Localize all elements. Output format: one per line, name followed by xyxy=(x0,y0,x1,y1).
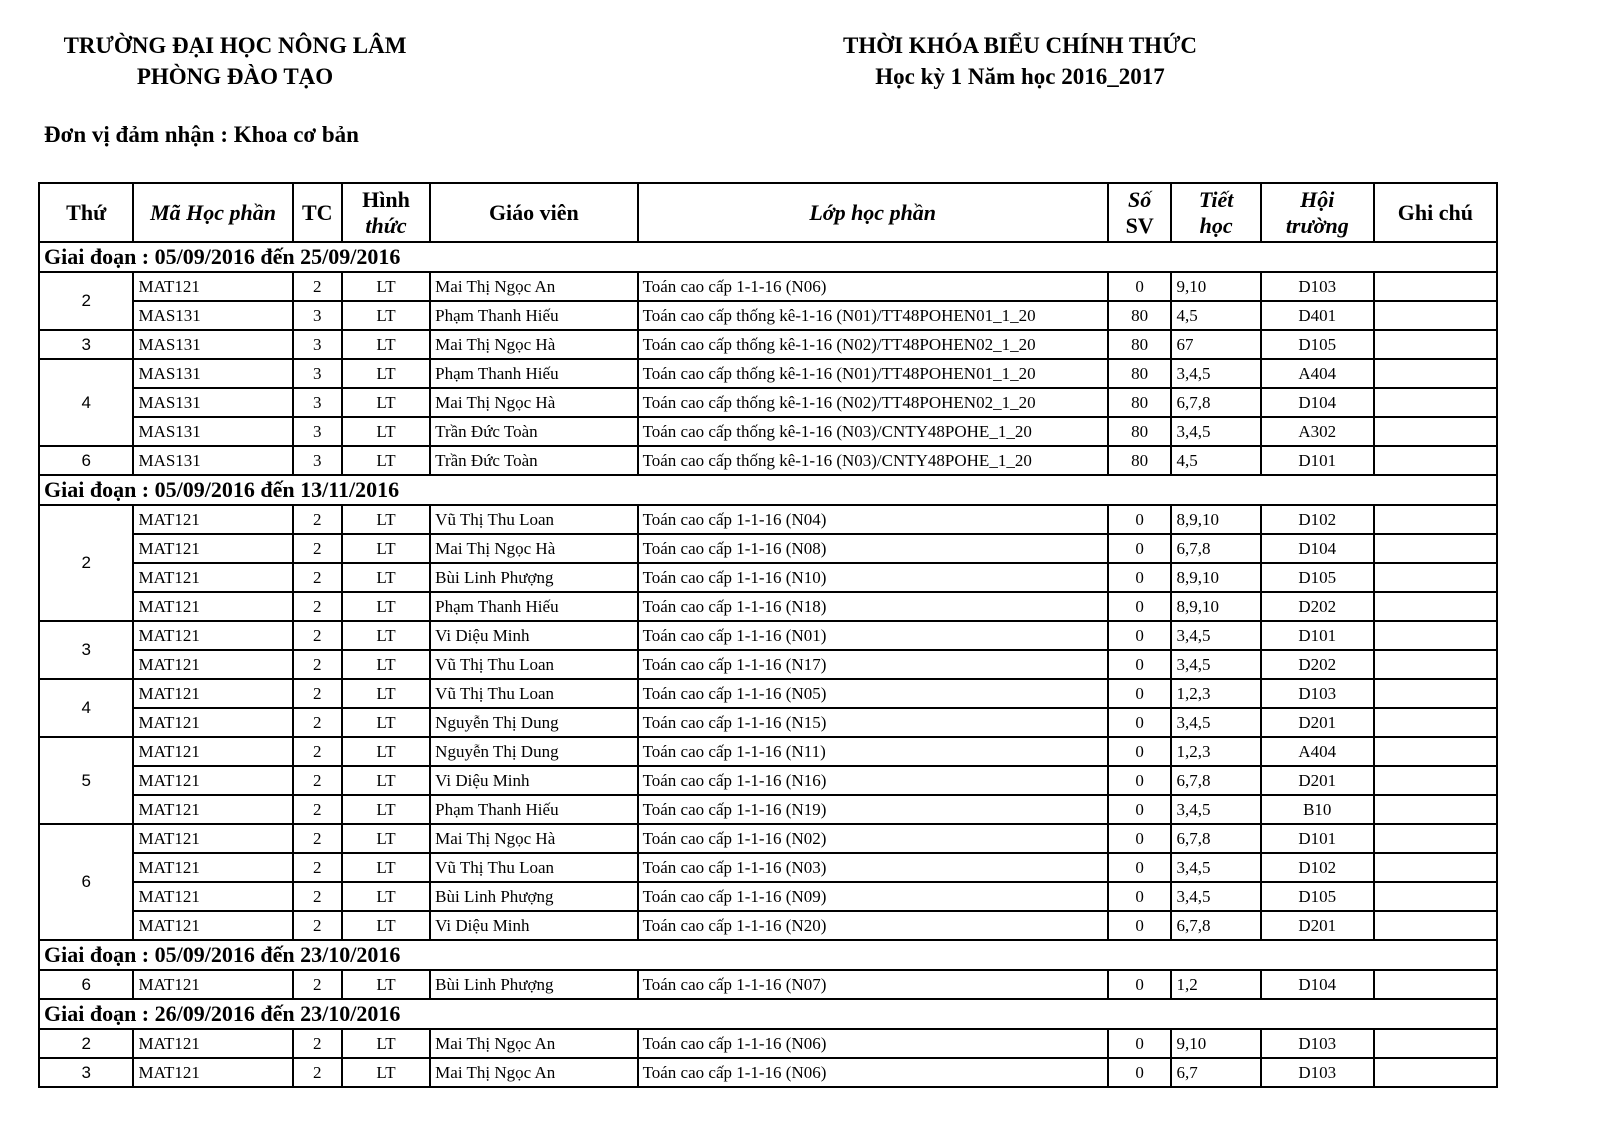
cell-tc: 2 xyxy=(293,1029,342,1058)
cell-lop-hoc-phan: Toán cao cấp 1-1-16 (N04) xyxy=(638,505,1108,534)
cell-ghi-chu xyxy=(1374,1029,1497,1058)
table-row xyxy=(39,650,1497,679)
cell-tc: 2 xyxy=(293,592,342,621)
cell-ghi-chu xyxy=(1374,853,1497,882)
cell-ma-hoc-phan: MAT121 xyxy=(133,650,292,679)
cell-giao-vien: Mai Thị Ngọc An xyxy=(430,1029,637,1058)
cell-tc: 2 xyxy=(293,708,342,737)
cell-hinh-thuc: LT xyxy=(342,301,430,330)
table-row xyxy=(39,301,1497,330)
cell-tiet-hoc: 3,4,5 xyxy=(1171,708,1260,737)
school-name: TRƯỜNG ĐẠI HỌC NÔNG LÂM xyxy=(63,33,407,58)
cell-giao-vien: Phạm Thanh Hiếu xyxy=(430,795,637,824)
col-lop-hoc-phan: Lớp học phần xyxy=(638,183,1108,242)
cell-so-sv: 0 xyxy=(1108,766,1172,795)
cell-so-sv: 80 xyxy=(1108,301,1172,330)
cell-giao-vien: Vũ Thị Thu Loan xyxy=(430,853,637,882)
cell-ma-hoc-phan: MAT121 xyxy=(133,505,292,534)
cell-hinh-thuc: LT xyxy=(342,824,430,853)
cell-tiet-hoc: 6,7,8 xyxy=(1171,766,1260,795)
cell-ghi-chu xyxy=(1374,911,1497,940)
cell-so-sv: 80 xyxy=(1108,388,1172,417)
cell-ghi-chu xyxy=(1374,679,1497,708)
cell-hoi-truong: D202 xyxy=(1261,650,1374,679)
cell-giao-vien: Mai Thị Ngọc An xyxy=(430,1058,637,1087)
cell-tiet-hoc: 3,4,5 xyxy=(1171,882,1260,911)
cell-tiet-hoc: 6,7 xyxy=(1171,1058,1260,1087)
cell-lop-hoc-phan: Toán cao cấp 1-1-16 (N06) xyxy=(638,1058,1108,1087)
cell-so-sv: 0 xyxy=(1108,795,1172,824)
phase-row xyxy=(39,242,1497,272)
cell-hoi-truong: D104 xyxy=(1261,534,1374,563)
cell-lop-hoc-phan: Toán cao cấp 1-1-16 (N11) xyxy=(638,737,1108,766)
phase-row xyxy=(39,475,1497,505)
cell-lop-hoc-phan: Toán cao cấp 1-1-16 (N15) xyxy=(638,708,1108,737)
phase-label: Giai đoạn : 26/09/2016 đến 23/10/2016 xyxy=(39,999,1497,1029)
header-right xyxy=(790,30,1250,92)
cell-hoi-truong: D103 xyxy=(1261,679,1374,708)
col-so-sv xyxy=(1108,183,1172,242)
timetable-body xyxy=(39,242,1497,1087)
cell-hinh-thuc: LT xyxy=(342,272,430,301)
cell-hinh-thuc: LT xyxy=(342,970,430,999)
cell-giao-vien: Vi Diệu Minh xyxy=(430,766,637,795)
cell-tc: 2 xyxy=(293,1058,342,1087)
cell-tc: 2 xyxy=(293,911,342,940)
cell-hoi-truong: D102 xyxy=(1261,853,1374,882)
cell-hoi-truong: D103 xyxy=(1261,1029,1374,1058)
cell-ma-hoc-phan: MAT121 xyxy=(133,737,292,766)
cell-hoi-truong: D201 xyxy=(1261,766,1374,795)
cell-ghi-chu xyxy=(1374,708,1497,737)
cell-hoi-truong: D103 xyxy=(1261,272,1374,301)
cell-thu: 2 xyxy=(39,1029,133,1058)
cell-tc: 2 xyxy=(293,853,342,882)
cell-tiet-hoc: 3,4,5 xyxy=(1171,621,1260,650)
cell-tc: 2 xyxy=(293,505,342,534)
table-row xyxy=(39,446,1497,475)
table-row xyxy=(39,970,1497,999)
cell-ma-hoc-phan: MAS131 xyxy=(133,330,292,359)
cell-tc: 2 xyxy=(293,534,342,563)
cell-ma-hoc-phan: MAT121 xyxy=(133,534,292,563)
cell-ghi-chu xyxy=(1374,417,1497,446)
semester-label: Học kỳ 1 Năm học 2016_2017 xyxy=(875,64,1165,89)
cell-lop-hoc-phan: Toán cao cấp 1-1-16 (N09) xyxy=(638,882,1108,911)
col-hinh-thuc-line2: thức xyxy=(365,212,407,238)
cell-tc: 2 xyxy=(293,882,342,911)
cell-so-sv: 80 xyxy=(1108,359,1172,388)
cell-tc: 3 xyxy=(293,301,342,330)
document-title: THỜI KHÓA BIỂU CHÍNH THỨC xyxy=(842,33,1197,58)
cell-lop-hoc-phan: Toán cao cấp 1-1-16 (N05) xyxy=(638,679,1108,708)
cell-tiet-hoc: 3,4,5 xyxy=(1171,417,1260,446)
cell-hoi-truong: A302 xyxy=(1261,417,1374,446)
cell-tc: 2 xyxy=(293,795,342,824)
cell-lop-hoc-phan: Toán cao cấp 1-1-16 (N08) xyxy=(638,534,1108,563)
cell-giao-vien: Phạm Thanh Hiếu xyxy=(430,359,637,388)
cell-tiet-hoc: 6,7,8 xyxy=(1171,911,1260,940)
cell-lop-hoc-phan: Toán cao cấp 1-1-16 (N06) xyxy=(638,272,1108,301)
cell-giao-vien: Phạm Thanh Hiếu xyxy=(430,592,637,621)
cell-tiet-hoc: 6,7,8 xyxy=(1171,534,1260,563)
cell-ghi-chu xyxy=(1374,795,1497,824)
cell-tc: 2 xyxy=(293,621,342,650)
cell-so-sv: 0 xyxy=(1108,708,1172,737)
cell-tc: 3 xyxy=(293,446,342,475)
cell-giao-vien: Vi Diệu Minh xyxy=(430,621,637,650)
cell-ghi-chu xyxy=(1374,505,1497,534)
cell-tiet-hoc: 8,9,10 xyxy=(1171,505,1260,534)
cell-lop-hoc-phan: Toán cao cấp 1-1-16 (N17) xyxy=(638,650,1108,679)
cell-hinh-thuc: LT xyxy=(342,650,430,679)
cell-hinh-thuc: LT xyxy=(342,330,430,359)
phase-label: Giai đoạn : 05/09/2016 đến 13/11/2016 xyxy=(39,475,1497,505)
cell-ma-hoc-phan: MAT121 xyxy=(133,621,292,650)
col-thu: Thứ xyxy=(39,183,133,242)
cell-hinh-thuc: LT xyxy=(342,679,430,708)
table-row xyxy=(39,592,1497,621)
cell-hinh-thuc: LT xyxy=(342,417,430,446)
cell-so-sv: 0 xyxy=(1108,563,1172,592)
cell-ghi-chu xyxy=(1374,446,1497,475)
cell-so-sv: 0 xyxy=(1108,621,1172,650)
cell-tiet-hoc: 6,7,8 xyxy=(1171,824,1260,853)
table-row xyxy=(39,534,1497,563)
table-row xyxy=(39,766,1497,795)
col-hinh-thuc xyxy=(342,183,430,242)
cell-lop-hoc-phan: Toán cao cấp 1-1-16 (N20) xyxy=(638,911,1108,940)
table-row xyxy=(39,737,1497,766)
col-hoi-line2: trường xyxy=(1285,212,1349,238)
table-row xyxy=(39,824,1497,853)
col-so-sv-line2: SV xyxy=(1125,212,1154,238)
cell-giao-vien: Trần Đức Toàn xyxy=(430,446,637,475)
cell-lop-hoc-phan: Toán cao cấp thống kê-1-16 (N01)/TT48POHEN01_1_20 xyxy=(638,359,1108,388)
cell-giao-vien: Mai Thị Ngọc Hà xyxy=(430,824,637,853)
cell-hinh-thuc: LT xyxy=(342,534,430,563)
cell-hoi-truong: D102 xyxy=(1261,505,1374,534)
cell-lop-hoc-phan: Toán cao cấp thống kê-1-16 (N03)/CNTY48POHE_1_20 xyxy=(638,446,1108,475)
cell-hoi-truong: D104 xyxy=(1261,970,1374,999)
cell-hoi-truong: D105 xyxy=(1261,882,1374,911)
cell-hinh-thuc: LT xyxy=(342,882,430,911)
cell-so-sv: 0 xyxy=(1108,970,1172,999)
cell-ma-hoc-phan: MAS131 xyxy=(133,359,292,388)
cell-ma-hoc-phan: MAS131 xyxy=(133,301,292,330)
cell-ghi-chu xyxy=(1374,650,1497,679)
cell-tiet-hoc: 4,5 xyxy=(1171,446,1260,475)
cell-ma-hoc-phan: MAT121 xyxy=(133,592,292,621)
cell-hinh-thuc: LT xyxy=(342,446,430,475)
cell-thu: 4 xyxy=(39,679,133,737)
cell-ma-hoc-phan: MAS131 xyxy=(133,446,292,475)
cell-ghi-chu xyxy=(1374,766,1497,795)
cell-lop-hoc-phan: Toán cao cấp 1-1-16 (N02) xyxy=(638,824,1108,853)
cell-hoi-truong: A404 xyxy=(1261,359,1374,388)
cell-giao-vien: Vũ Thị Thu Loan xyxy=(430,505,637,534)
col-hoi-truong xyxy=(1261,183,1374,242)
table-row xyxy=(39,853,1497,882)
cell-hinh-thuc: LT xyxy=(342,1029,430,1058)
cell-giao-vien: Mai Thị Ngọc An xyxy=(430,272,637,301)
cell-ghi-chu xyxy=(1374,882,1497,911)
cell-so-sv: 0 xyxy=(1108,592,1172,621)
cell-hoi-truong: D201 xyxy=(1261,911,1374,940)
cell-tc: 3 xyxy=(293,417,342,446)
cell-lop-hoc-phan: Toán cao cấp 1-1-16 (N03) xyxy=(638,853,1108,882)
cell-ghi-chu xyxy=(1374,824,1497,853)
cell-giao-vien: Bùi Linh Phượng xyxy=(430,563,637,592)
cell-ghi-chu xyxy=(1374,592,1497,621)
cell-tiet-hoc: 8,9,10 xyxy=(1171,592,1260,621)
table-row xyxy=(39,911,1497,940)
cell-so-sv: 0 xyxy=(1108,534,1172,563)
cell-tc: 2 xyxy=(293,970,342,999)
cell-tiet-hoc: 8,9,10 xyxy=(1171,563,1260,592)
cell-tiet-hoc: 3,4,5 xyxy=(1171,795,1260,824)
cell-lop-hoc-phan: Toán cao cấp thống kê-1-16 (N02)/TT48POHEN02_1_20 xyxy=(638,330,1108,359)
cell-giao-vien: Bùi Linh Phượng xyxy=(430,882,637,911)
cell-thu: 2 xyxy=(39,272,133,330)
table-row xyxy=(39,359,1497,388)
cell-giao-vien: Phạm Thanh Hiếu xyxy=(430,301,637,330)
cell-so-sv: 80 xyxy=(1108,417,1172,446)
cell-tiet-hoc: 3,4,5 xyxy=(1171,650,1260,679)
cell-thu: 3 xyxy=(39,1058,133,1087)
cell-tiet-hoc: 3,4,5 xyxy=(1171,853,1260,882)
cell-tc: 3 xyxy=(293,330,342,359)
phase-label: Giai đoạn : 05/09/2016 đến 25/09/2016 xyxy=(39,242,1497,272)
col-tiet-hoc xyxy=(1171,183,1260,242)
cell-so-sv: 0 xyxy=(1108,737,1172,766)
cell-thu: 5 xyxy=(39,737,133,824)
cell-ma-hoc-phan: MAT121 xyxy=(133,272,292,301)
cell-ma-hoc-phan: MAT121 xyxy=(133,1029,292,1058)
cell-hoi-truong: D103 xyxy=(1261,1058,1374,1087)
cell-tc: 2 xyxy=(293,824,342,853)
cell-so-sv: 0 xyxy=(1108,505,1172,534)
office-name: PHÒNG ĐÀO TẠO xyxy=(136,64,334,89)
cell-ghi-chu xyxy=(1374,970,1497,999)
cell-hinh-thuc: LT xyxy=(342,359,430,388)
cell-lop-hoc-phan: Toán cao cấp 1-1-16 (N18) xyxy=(638,592,1108,621)
cell-tiet-hoc: 67 xyxy=(1171,330,1260,359)
cell-ma-hoc-phan: MAT121 xyxy=(133,766,292,795)
cell-tiet-hoc: 9,10 xyxy=(1171,272,1260,301)
phase-row xyxy=(39,999,1497,1029)
cell-so-sv: 0 xyxy=(1108,679,1172,708)
cell-so-sv: 0 xyxy=(1108,272,1172,301)
cell-tiet-hoc: 3,4,5 xyxy=(1171,359,1260,388)
cell-so-sv: 0 xyxy=(1108,1029,1172,1058)
col-so-sv-line1: Số xyxy=(1128,186,1152,212)
table-row xyxy=(39,1058,1497,1087)
cell-ma-hoc-phan: MAT121 xyxy=(133,882,292,911)
cell-hinh-thuc: LT xyxy=(342,911,430,940)
col-ghi-chu: Ghi chú xyxy=(1374,183,1497,242)
cell-ghi-chu xyxy=(1374,330,1497,359)
cell-ma-hoc-phan: MAS131 xyxy=(133,388,292,417)
cell-lop-hoc-phan: Toán cao cấp 1-1-16 (N10) xyxy=(638,563,1108,592)
cell-ghi-chu xyxy=(1374,388,1497,417)
table-row xyxy=(39,882,1497,911)
cell-tc: 2 xyxy=(293,563,342,592)
cell-tc: 2 xyxy=(293,679,342,708)
cell-ma-hoc-phan: MAT121 xyxy=(133,853,292,882)
cell-tc: 2 xyxy=(293,737,342,766)
cell-so-sv: 0 xyxy=(1108,650,1172,679)
col-hoi-line1: Hội xyxy=(1300,186,1335,212)
col-hinh-thuc-line1: Hình xyxy=(362,186,410,212)
cell-tc: 3 xyxy=(293,388,342,417)
cell-thu: 6 xyxy=(39,446,133,475)
cell-hinh-thuc: LT xyxy=(342,592,430,621)
cell-giao-vien: Trần Đức Toàn xyxy=(430,417,637,446)
cell-hoi-truong: D104 xyxy=(1261,388,1374,417)
cell-lop-hoc-phan: Toán cao cấp 1-1-16 (N16) xyxy=(638,766,1108,795)
table-row xyxy=(39,272,1497,301)
col-ma-hoc-phan: Mã Học phần xyxy=(133,183,292,242)
cell-hoi-truong: D201 xyxy=(1261,708,1374,737)
cell-hinh-thuc: LT xyxy=(342,621,430,650)
unit-label: Đơn vị đảm nhận : Khoa cơ bản xyxy=(44,122,359,147)
header-left xyxy=(40,30,430,92)
cell-giao-vien: Vi Diệu Minh xyxy=(430,911,637,940)
cell-so-sv: 0 xyxy=(1108,1058,1172,1087)
table-row xyxy=(39,621,1497,650)
cell-hinh-thuc: LT xyxy=(342,708,430,737)
cell-giao-vien: Mai Thị Ngọc Hà xyxy=(430,330,637,359)
cell-tc: 2 xyxy=(293,650,342,679)
cell-thu: 4 xyxy=(39,359,133,446)
cell-ghi-chu xyxy=(1374,534,1497,563)
cell-hinh-thuc: LT xyxy=(342,737,430,766)
cell-ghi-chu xyxy=(1374,621,1497,650)
cell-hoi-truong: D401 xyxy=(1261,301,1374,330)
cell-giao-vien: Nguyễn Thị Dung xyxy=(430,708,637,737)
cell-giao-vien: Vũ Thị Thu Loan xyxy=(430,679,637,708)
cell-lop-hoc-phan: Toán cao cấp 1-1-16 (N19) xyxy=(638,795,1108,824)
cell-tiet-hoc: 6,7,8 xyxy=(1171,388,1260,417)
cell-so-sv: 0 xyxy=(1108,824,1172,853)
table-row xyxy=(39,505,1497,534)
cell-tiet-hoc: 1,2,3 xyxy=(1171,679,1260,708)
table-row xyxy=(39,795,1497,824)
cell-hoi-truong: D202 xyxy=(1261,592,1374,621)
cell-so-sv: 0 xyxy=(1108,853,1172,882)
cell-hinh-thuc: LT xyxy=(342,563,430,592)
cell-ghi-chu xyxy=(1374,272,1497,301)
cell-tc: 3 xyxy=(293,359,342,388)
cell-lop-hoc-phan: Toán cao cấp thống kê-1-16 (N01)/TT48POHEN01_1_20 xyxy=(638,301,1108,330)
cell-lop-hoc-phan: Toán cao cấp thống kê-1-16 (N02)/TT48POHEN02_1_20 xyxy=(638,388,1108,417)
cell-lop-hoc-phan: Toán cao cấp 1-1-16 (N01) xyxy=(638,621,1108,650)
cell-ma-hoc-phan: MAS131 xyxy=(133,417,292,446)
cell-lop-hoc-phan: Toán cao cấp thống kê-1-16 (N03)/CNTY48POHE_1_20 xyxy=(638,417,1108,446)
cell-ma-hoc-phan: MAT121 xyxy=(133,911,292,940)
col-tiet-line2: học xyxy=(1199,212,1233,238)
cell-hoi-truong: D105 xyxy=(1261,563,1374,592)
cell-tiet-hoc: 1,2,3 xyxy=(1171,737,1260,766)
cell-thu: 6 xyxy=(39,970,133,999)
table-row xyxy=(39,708,1497,737)
cell-hoi-truong: D105 xyxy=(1261,330,1374,359)
table-row xyxy=(39,417,1497,446)
table-row xyxy=(39,330,1497,359)
cell-lop-hoc-phan: Toán cao cấp 1-1-16 (N07) xyxy=(638,970,1108,999)
cell-giao-vien: Nguyễn Thị Dung xyxy=(430,737,637,766)
cell-giao-vien: Mai Thị Ngọc Hà xyxy=(430,388,637,417)
cell-hoi-truong: D101 xyxy=(1261,824,1374,853)
table-row xyxy=(39,388,1497,417)
table-header-row xyxy=(39,183,1497,242)
cell-so-sv: 0 xyxy=(1108,911,1172,940)
cell-giao-vien: Bùi Linh Phượng xyxy=(430,970,637,999)
cell-giao-vien: Mai Thị Ngọc Hà xyxy=(430,534,637,563)
table-row xyxy=(39,679,1497,708)
cell-hoi-truong: A404 xyxy=(1261,737,1374,766)
cell-lop-hoc-phan: Toán cao cấp 1-1-16 (N06) xyxy=(638,1029,1108,1058)
cell-giao-vien: Vũ Thị Thu Loan xyxy=(430,650,637,679)
cell-hinh-thuc: LT xyxy=(342,388,430,417)
phase-row xyxy=(39,940,1497,970)
cell-tc: 2 xyxy=(293,272,342,301)
cell-tiet-hoc: 9,10 xyxy=(1171,1029,1260,1058)
cell-hinh-thuc: LT xyxy=(342,795,430,824)
cell-hinh-thuc: LT xyxy=(342,505,430,534)
phase-label: Giai đoạn : 05/09/2016 đến 23/10/2016 xyxy=(39,940,1497,970)
cell-ma-hoc-phan: MAT121 xyxy=(133,708,292,737)
cell-ma-hoc-phan: MAT121 xyxy=(133,795,292,824)
cell-tiet-hoc: 1,2 xyxy=(1171,970,1260,999)
cell-ma-hoc-phan: MAT121 xyxy=(133,679,292,708)
timetable xyxy=(38,182,1498,1088)
cell-tiet-hoc: 4,5 xyxy=(1171,301,1260,330)
cell-thu: 3 xyxy=(39,621,133,679)
cell-thu: 2 xyxy=(39,505,133,621)
cell-hinh-thuc: LT xyxy=(342,1058,430,1087)
col-tiet-line1: Tiết xyxy=(1198,186,1234,212)
cell-ghi-chu xyxy=(1374,1058,1497,1087)
cell-ma-hoc-phan: MAT121 xyxy=(133,970,292,999)
cell-ghi-chu xyxy=(1374,737,1497,766)
cell-hinh-thuc: LT xyxy=(342,766,430,795)
cell-ma-hoc-phan: MAT121 xyxy=(133,563,292,592)
cell-ma-hoc-phan: MAT121 xyxy=(133,824,292,853)
cell-so-sv: 80 xyxy=(1108,446,1172,475)
cell-thu: 3 xyxy=(39,330,133,359)
cell-ma-hoc-phan: MAT121 xyxy=(133,1058,292,1087)
cell-tc: 2 xyxy=(293,766,342,795)
cell-hoi-truong: D101 xyxy=(1261,446,1374,475)
cell-ghi-chu xyxy=(1374,563,1497,592)
col-giao-vien: Giáo viên xyxy=(430,183,637,242)
cell-hoi-truong: B10 xyxy=(1261,795,1374,824)
cell-ghi-chu xyxy=(1374,301,1497,330)
table-row xyxy=(39,563,1497,592)
cell-so-sv: 80 xyxy=(1108,330,1172,359)
col-tc: TC xyxy=(293,183,342,242)
cell-thu: 6 xyxy=(39,824,133,940)
table-row xyxy=(39,1029,1497,1058)
cell-hoi-truong: D101 xyxy=(1261,621,1374,650)
cell-hinh-thuc: LT xyxy=(342,853,430,882)
cell-ghi-chu xyxy=(1374,359,1497,388)
cell-so-sv: 0 xyxy=(1108,882,1172,911)
